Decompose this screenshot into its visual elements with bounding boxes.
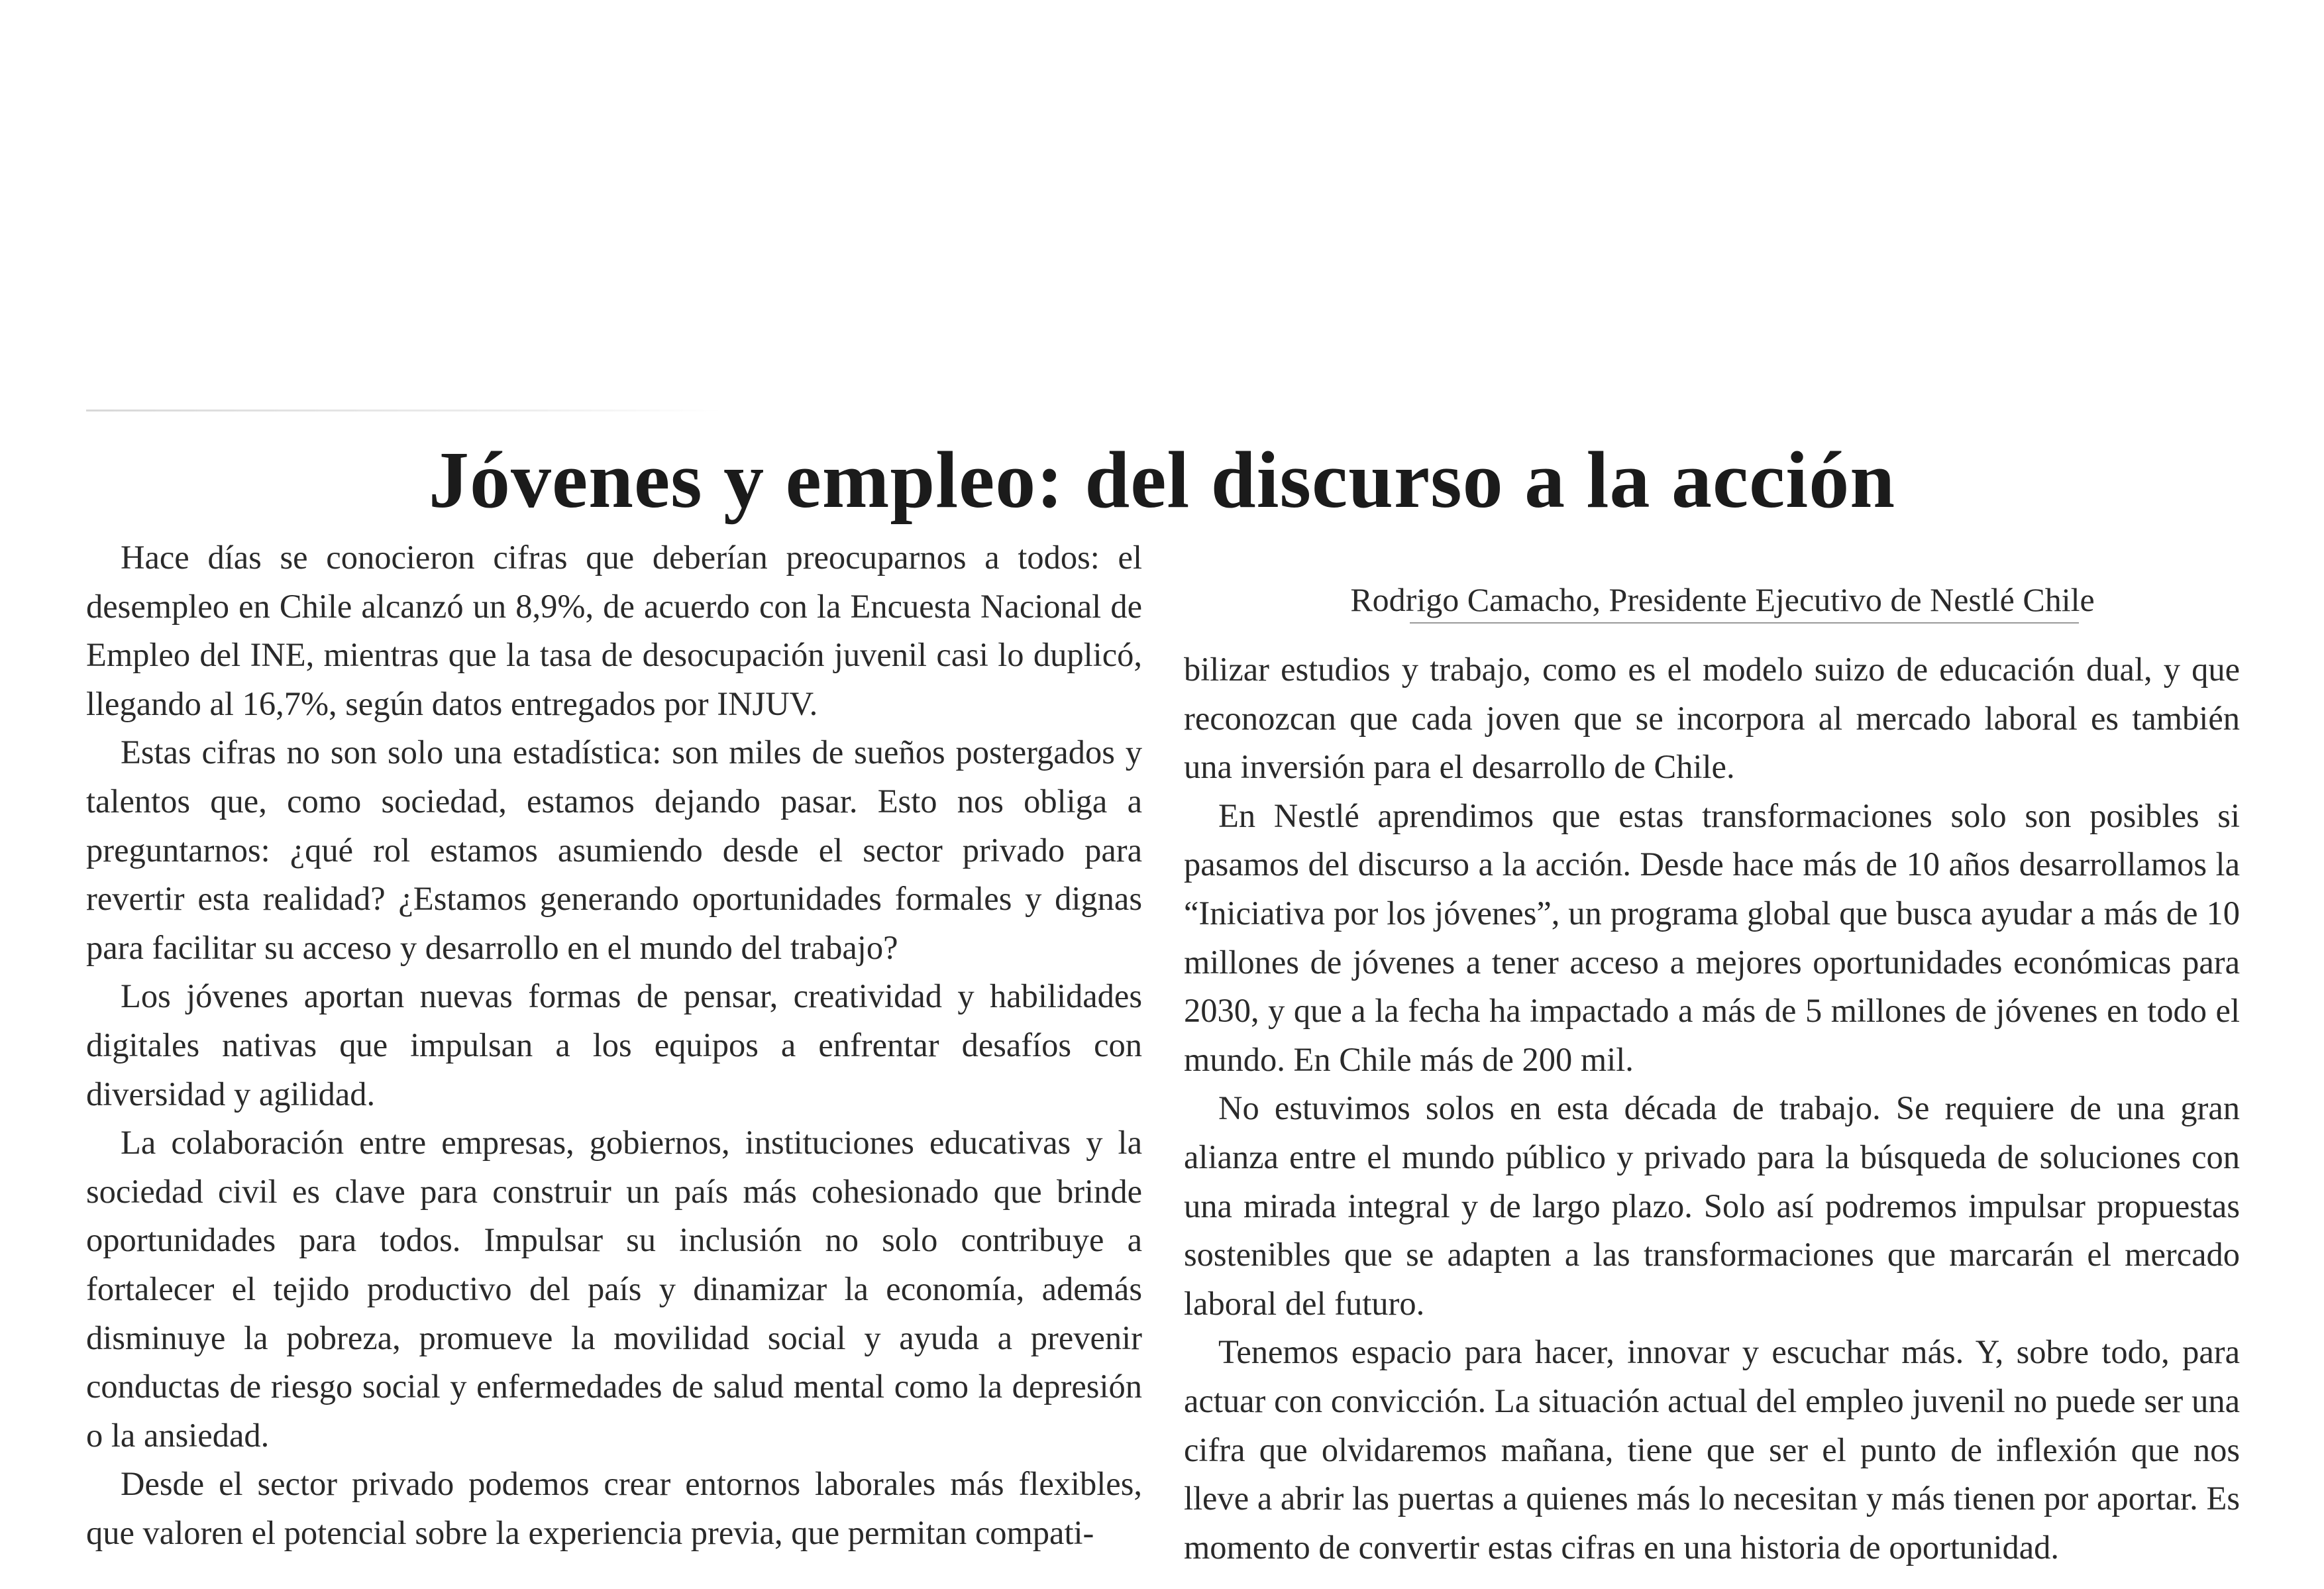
article-byline: Rodrigo Camacho, Presidente Ejecutivo de Nestlé Chile	[1350, 581, 2095, 618]
article-paragraph: No estuvimos solos en esta década de trabajo. Se requiere de una gran alianza entre el mundo público y privado para la búsqueda de soluciones con una mirada integral y de largo plazo. Solo así podremos impulsar propuestas sostenibles que se adapten a las transformaciones que marcarán el mercado laboral del futuro.	[1184, 1089, 2240, 1322]
article-paragraph: Estas cifras no son solo una estadística: son miles de sueños postergados y talentos que, como sociedad, estamos dejando pasar. Esto nos obliga a preguntarnos: ¿qué rol estamos asumiendo desde el sector privado para revertir esta realidad? ¿Estamos generando oportunidades formales y dignas para facilitar su acceso y desarrollo en el mundo del trabajo?	[86, 734, 1142, 966]
article-paragraph: Hace días se conocieron cifras que deberían preocuparnos a todos: el desempleo en Chile alcanzó un 8,9%, de acuerdo con la Encuesta Nacional de Empleo del INE, mientras que la tasa de desocupación juvenil casi lo duplicó, llegando al 16,7%, según datos entregados por INJUV.	[86, 539, 1142, 722]
article-paragraph-continued: bilizar estudios y trabajo, como es el modelo suizo de educación dual, y que reconozcan que cada joven que se incorpora al mercado laboral es también una inversión para el desarrollo de Chile.	[1184, 651, 2240, 786]
article-paragraph: Tenemos espacio para hacer, innovar y escuchar más. Y, sobre todo, para actuar con convicción. La situación actual del empleo juvenil no puede ser una cifra que olvidaremos mañana, tiene que ser el punto de inflexión que nos lleve a abrir las puertas a quienes más lo necesitan y más tienen por aportar. Es momento de convertir estas cifras en una historia de oportunidad.	[1184, 1333, 2240, 1566]
article-paragraph: La colaboración entre empresas, gobiernos, instituciones educativas y la sociedad civil es clave para construir un país más cohesionado que brinde oportunidades para todos. Impulsar su inclusión no solo contribuye a fortalecer el tejido productivo del país y dinamizar la economía, además disminuye la pobreza, promueve la movilidad social y ayuda a prevenir conductas de riesgo social y enfermedades de salud mental como la depresión o la ansiedad.	[86, 1124, 1142, 1454]
article-headline: Jóvenes y empleo: del discurso a la acción	[428, 435, 1896, 525]
article-paragraph: Los jóvenes aportan nuevas formas de pensar, creatividad y habilidades digitales nativas que impulsan a los equipos a enfrentar desafíos con diversidad y agilidad.	[86, 977, 1142, 1113]
byline-underline	[1410, 622, 2079, 624]
top-divider	[86, 410, 722, 411]
article-paragraph: En Nestlé aprendimos que estas transformaciones solo son posibles si pasamos del discurso a la acción. Desde hace más de 10 años desarrollamos la “Iniciativa por los jóvenes”, un programa global que busca ayudar a más de 10 millones de jóvenes a tener acceso a mejores oportunidades económicas para 2030, y que a la fecha ha impactado a más de 5 millones de jóvenes en todo el mundo. En Chile más de 200 mil.	[1184, 796, 2240, 1078]
article-left-column	[86, 533, 1142, 1557]
article-right-column	[1184, 645, 2240, 1572]
article-paragraph: Desde el sector privado podemos crear entornos laborales más flexibles, que valoren el potencial sobre la experiencia previa, que permitan compati-	[86, 1465, 1142, 1551]
